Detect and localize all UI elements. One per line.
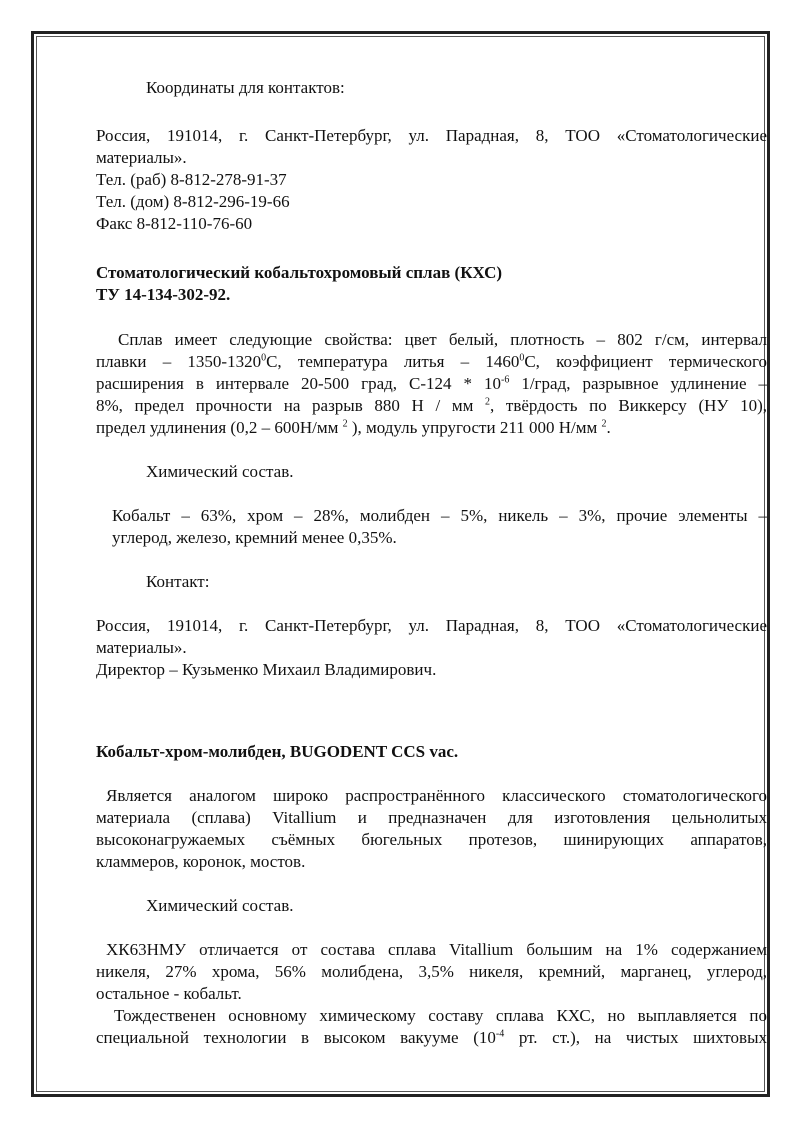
properties-line: предел удлинения (0,2 – 600Н/мм $^2$ ), модуль упругости 211 000 Н/мм $^2$. xyxy=(96,418,611,437)
contacts-address-line: материалы». xyxy=(96,148,187,167)
description-line: кламмеров, коронок, мостов. xyxy=(96,852,306,871)
chemical-heading: Химический состав. xyxy=(146,462,294,481)
technology-line: Тождественен основному химическому составу сплава КХС, но выплавляется по xyxy=(114,1006,767,1025)
properties-line: расширения в интервале 20-500 град, $С-124 * 10^{-6}$ 1/град, разрывное удлинение – xyxy=(96,374,767,393)
composition-line: никеля, 27% хрома, 56% молибдена, 3,5% никеля, кремний, марганец, углерод, xyxy=(96,962,767,981)
description-line: Является аналогом широко распространённого классического стоматологического xyxy=(106,786,767,805)
properties-line: Сплав имеет следующие свойства: цвет белый, плотность – 802 г/см, интервал xyxy=(118,330,767,349)
composition-line: ХК63НМУ отличается от состава сплава Vitallium большим на 1% содержанием xyxy=(106,940,767,959)
section-title: Стоматологический кобальтохромовый сплав (КХС) xyxy=(96,263,503,282)
composition-line: остальное - кобальт. xyxy=(96,984,242,1003)
chemical-line: углерод, железо, кремний менее 0,35%. xyxy=(112,528,397,547)
properties-line: плавки – 1350-1320$^0$С, температура литья – 1460$^0$С, коэффициент термического xyxy=(96,352,767,371)
section-title-spec: ТУ 14-134-302-92. xyxy=(96,285,231,304)
properties-line: 8%, предел прочности на разрыв 880 Н / мм $^2$, твёрдость по Виккерсу (НУ 10), xyxy=(96,396,767,415)
properties-paragraph xyxy=(96,329,767,439)
contacts-address-line: Россия, 191014, г. Санкт-Петербург, ул. Парадная, 8, ТОО «Стоматологические xyxy=(96,126,767,145)
contact-heading: Контакт: xyxy=(146,572,210,591)
contact-director: Директор – Кузьменко Михаил Владимирович. xyxy=(96,660,437,679)
section-title: Кобальт-хром-молибден, BUGODENT CCS vac. xyxy=(96,742,459,761)
chemical-line: Кобальт – 63%, хром – 28%, молибден – 5%, никель – 3%, прочие элементы – xyxy=(112,506,767,525)
contacts-fax: Факс 8-812-110-76-60 xyxy=(96,214,253,233)
contacts-phone-home: Тел. (дом) 8-812-296-19-66 xyxy=(96,192,290,211)
contacts-heading: Координаты для контактов: xyxy=(146,78,345,97)
contact-address-line: Россия, 191014, г. Санкт-Петербург, ул. Парадная, 8, ТОО «Стоматологические xyxy=(96,616,767,635)
contact-address-line: материалы». xyxy=(96,638,187,657)
description-paragraph xyxy=(96,785,767,873)
composition-paragraph xyxy=(96,939,767,1049)
document-body xyxy=(96,74,767,1096)
description-line: высоконагружаемых съёмных бюгельных протезов, шинирующих аппаратов, xyxy=(96,830,767,849)
chemical-heading: Химический состав. xyxy=(146,896,294,915)
contacts-phone-work: Тел. (раб) 8-812-278-91-37 xyxy=(96,170,287,189)
technology-line: специальной технологии в высоком вакууме ($10^{-4}$ рт. ст.), на чистых шихтовых xyxy=(96,1028,767,1047)
description-line: материала (сплава) Vitallium и предназначен для изготовления цельнолитых xyxy=(96,808,767,827)
